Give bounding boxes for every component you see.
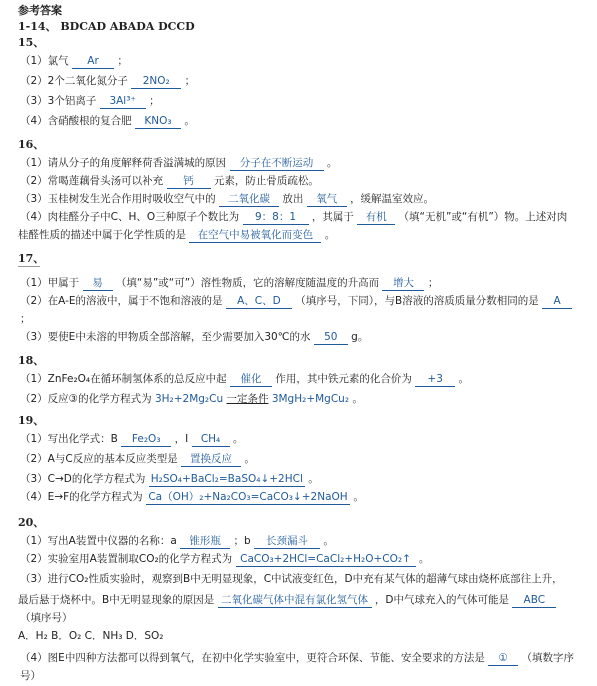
q19-answer-2: 置换反应 [181, 453, 241, 467]
q16-answer-3b: 氧气 [307, 193, 347, 207]
page-title: 参考答案 [18, 4, 62, 17]
q20-line-8: 号） [20, 670, 41, 682]
q17-answer-1b: 增大 [382, 277, 424, 291]
q20-answer-2: CaCO₃+2HCl=CaCl₂+H₂O+CO₂↑ [236, 553, 416, 567]
q16-line-5: 桂醛性质的描述中属于化学性质的是 在空气中易被氧化而变色 。 [18, 229, 336, 241]
q19-answer-1b: CH₄ [192, 433, 230, 447]
q16-answer-5: 在空气中易被氧化而变色 [189, 229, 321, 243]
reaction-condition: 一定条件 [226, 393, 269, 405]
q20-answer-1a: 锥形瓶 [180, 535, 230, 549]
q19-answer-1a: Fe₂O₃ [121, 433, 171, 447]
q18-line-1: （1）ZnFe₂O₄在循环制氢体系的总反应中起 催化 作用，其中铁元素的化合价为 +3 。 [20, 373, 470, 385]
q15-answer-1: Ar [72, 55, 114, 69]
q19-line-2: （2）A与C反应的基本反应类型是 置换反应 。 [20, 453, 255, 465]
q17-line-2: （2）在A-E的溶液中，属于不饱和溶液的是 A、C、D （填序号，下同），与B溶液的溶质质量分数相同的是 A [20, 294, 572, 309]
q15-line-4: （4）含硝酸根的复合肥 KNO₃ 。 [20, 115, 195, 127]
q19-line-1: （1）写出化学式：B Fe₂O₃ ，I CH₄ 。 [20, 433, 244, 445]
q16-line-1: （1）请从分子的角度解释荷香溢满城的原因 分子在不断运动 。 [20, 157, 338, 169]
q16-answer-4b: 有机 [357, 211, 395, 225]
q18-answer-2a: 3H₂+2Mg₂Cu [154, 393, 224, 405]
q20-answer-4a: 二氧化碳气体中混有氯化氢气体 [218, 594, 372, 608]
question-17-number: 17、 [18, 252, 45, 265]
q20-answer-1b: 长颈漏斗 [254, 535, 320, 549]
q16-answer-3a: 二氧化碳 [219, 193, 279, 207]
q20-line-5: （填序号） [20, 612, 73, 624]
q20-options: A．H₂ B．O₂ C．NH₃ D．SO₂ [18, 630, 164, 642]
q20-line-4: 最后悬于烧杯中。B中无明显现象的原因是 二氧化碳气体中混有氯化氢气体 ，D中气球充入的气体可能是 ABC [18, 593, 556, 608]
question-16-number: 16、 [18, 138, 45, 151]
choice-answer-keys: 1-14、 BDCAD ABADA DCCD [18, 20, 195, 33]
q19-line-4: （4）E→F的化学方程式为 Ca（OH）₂+Na₂CO₃=CaCO₃↓+2NaOH 。 [20, 491, 364, 503]
q16-answer-4a: 9：8：1 [243, 211, 309, 225]
q18-answer-1b: +3 [415, 373, 455, 387]
q17-line-1: （1）甲属于 易 （填“易”或“可”）溶性物质，它的溶解度随温度的升高而 增大 ； [20, 277, 439, 289]
q20-answer-7: ① [488, 652, 518, 666]
q17-answer-3: 50 [314, 331, 348, 345]
q17-line-3: （3）要使E中未溶的甲物质全部溶解，至少需要加入30℃的水 50 g。 [20, 331, 369, 343]
q16-line-4: （4）肉桂醛分子中C、H、O三种原子个数比为 9：8：1 ，其属于 有机 （填“无机”或“有机”）物。上述对肉 [20, 211, 568, 223]
q18-answer-1a: 催化 [230, 373, 272, 387]
q15-line-2: （2）2个二氧化氮分子 2NO₂ ； [20, 75, 196, 87]
question-15-number: 15、 [18, 36, 45, 49]
q18-line-2: （2）反应③的化学方程式为 3H₂+2Mg₂Cu 一定条件 3MgH₂+MgCu₂ 。 [20, 393, 363, 405]
q20-line-7: （4）图E中四种方法都可以得到氧气，在初中化学实验室中，更符合环保、节能、安全要求的方法是 ① （填数字序 [20, 652, 575, 664]
q17-line-2-end: ； [20, 313, 31, 325]
q17-answer-1a: 易 [83, 277, 113, 291]
q15-answer-4: KNO₃ [135, 115, 181, 129]
q17-answer-2b: A [542, 295, 572, 309]
q15-line-3: （3）3个铝离子 3Al³⁺ ； [20, 95, 160, 107]
divider [18, 266, 40, 267]
q16-answer-2: 钙 [167, 175, 211, 189]
q19-answer-3: H₂SO₄+BaCl₂=BaSO₄↓+2HCl [150, 473, 303, 485]
question-19-number: 19、 [18, 414, 45, 427]
q18-answer-2b: 3MgH₂+MgCu₂ [271, 393, 350, 405]
q16-line-3: （3）玉桂树发生光合作用时吸收空气中的 二氧化碳 放出 氧气 ，缓解温室效应。 [20, 193, 435, 205]
q16-answer-1: 分子在不断运动 [230, 157, 324, 171]
q20-line-3: （3）进行CO₂性质实验时，观察到B中无明显现象，C中试液变红色，D中充有某气体的超薄气球由烧杯底部往上升， [20, 573, 563, 585]
q17-answer-2a: A、C、D [226, 295, 292, 309]
q20-line-1: （1）写出A装置中仪器的名称：a 锥形瓶 ；b 长颈漏斗 。 [20, 535, 334, 547]
q15-answer-3: 3Al³⁺ [100, 95, 146, 109]
question-20-number: 20、 [18, 516, 45, 529]
q19-answer-4: Ca（OH）₂+Na₂CO₃=CaCO₃↓+2NaOH [146, 491, 350, 505]
q15-answer-2: 2NO₂ [131, 75, 181, 89]
q19-line-3: （3）C→D的化学方程式为 H₂SO₄+BaCl₂=BaSO₄↓+2HCl 。 [20, 473, 319, 485]
question-18-number: 18、 [18, 354, 45, 367]
q20-answer-4b: ABC [512, 594, 556, 608]
q16-line-2: （2）常喝莲藕骨头汤可以补充 钙 元素，防止骨质疏松。 [20, 175, 319, 187]
q15-line-1: （1）氯气 Ar ； [20, 55, 128, 67]
q20-line-2: （2）实验室用A装置制取CO₂的化学方程式为 CaCO₃+2HCl=CaCl₂+H₂O+CO₂↑ 。 [20, 553, 430, 565]
